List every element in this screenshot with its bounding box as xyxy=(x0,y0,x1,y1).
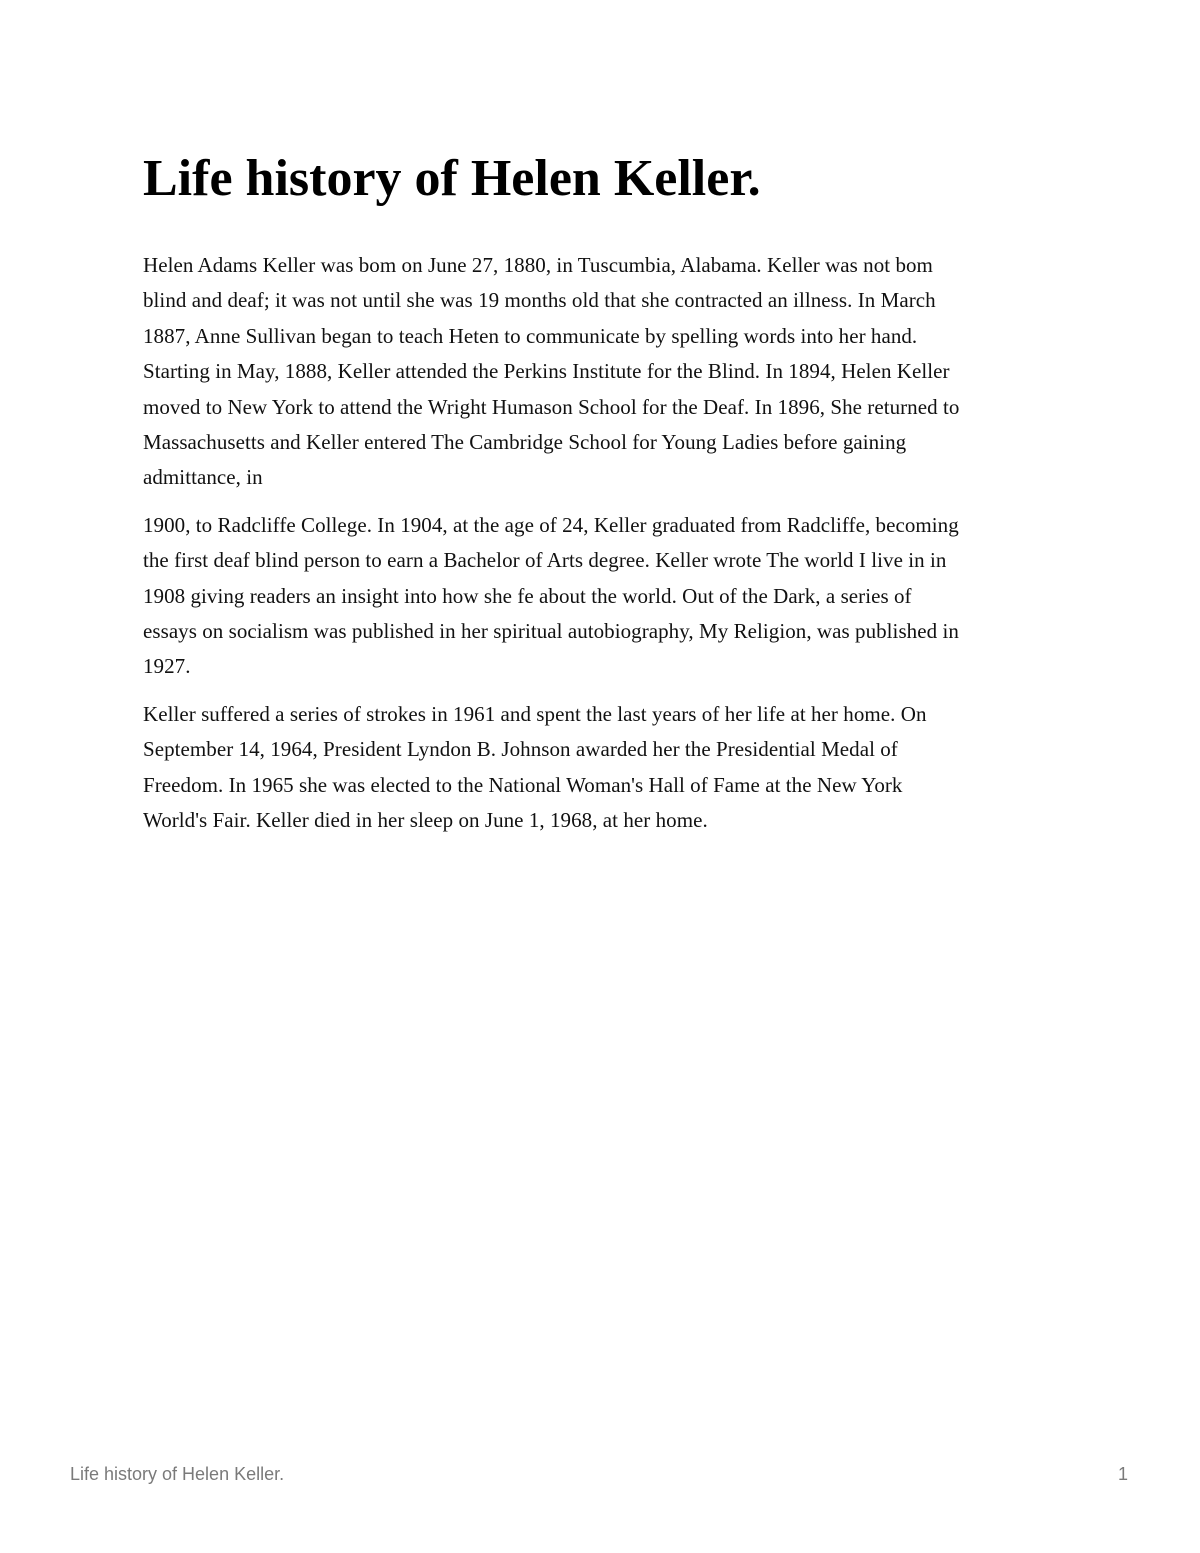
text-line: 1900, to Radcliffe College. In 1904, at the age of 24, Keller graduated from Radcliffe, becoming xyxy=(143,512,959,537)
paragraph-3 xyxy=(143,697,1063,839)
text-line: moved to New York to attend the Wright Humason School for the Deaf. In 1896, She returned to xyxy=(143,394,960,419)
footer-page-number: 1 xyxy=(1117,1464,1128,1484)
text-line: the first deaf blind person to earn a Bachelor of Arts degree. Keller wrote The world I live in in xyxy=(143,548,947,573)
text-line: Starting in May, 1888, Keller attended the Perkins Institute for the Blind. In 1894, Helen Keller xyxy=(143,359,950,384)
text-line: 1908 giving readers an insight into how she fe about the world. Out of the Dark, a series of xyxy=(143,583,912,608)
document-title: Life history of Helen Keller. xyxy=(143,150,761,207)
text-line: 1927. xyxy=(143,654,191,679)
text-line: Helen Adams Keller was bom on June 27, 1880, in Tuscumbia, Alabama. Keller was not bom xyxy=(143,253,933,277)
document-body xyxy=(143,146,1063,851)
paragraph-2 xyxy=(143,508,1063,685)
text-line: admittance, in xyxy=(143,465,263,490)
text-line: September 14, 1964, President Lyndon B. Johnson awarded her the Presidential Medal of xyxy=(143,737,898,762)
text-line: essays on socialism was published in her spiritual autobiography, My Religion, was published in xyxy=(143,619,959,644)
text-line: Keller suffered a series of strokes in 1961 and spent the last years of her life at her home. On xyxy=(143,701,927,726)
paragraph-1 xyxy=(143,248,1063,496)
text-line: 1887, Anne Sullivan began to teach Heten to communicate by spelling words into her hand. xyxy=(143,323,918,348)
text-line: blind and deaf; it was not until she was 19 months old that she contracted an illness. In March xyxy=(143,288,936,313)
text-line: Massachusetts and Keller entered The Cambridge School for Young Ladies before gaining xyxy=(143,430,907,455)
text-line: Freedom. In 1965 she was elected to the National Woman's Hall of Fame at the New York xyxy=(143,772,903,797)
text-line: World's Fair. Keller died in her sleep on June 1, 1968, at her home. xyxy=(143,808,708,833)
footer-document-title: Life history of Helen Keller. xyxy=(70,1464,285,1484)
